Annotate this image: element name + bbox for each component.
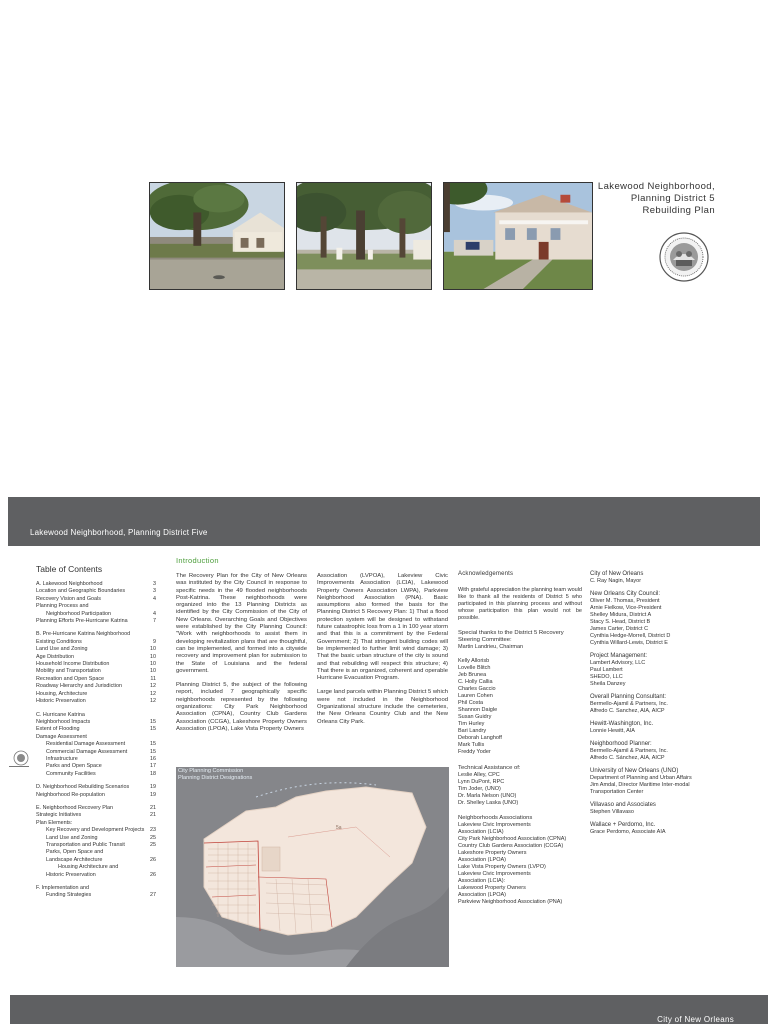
associations-list [458, 822, 582, 906]
toc-item-label: Damage Assessment [36, 733, 87, 740]
toc-item-label: Extent of Flooding [36, 726, 80, 733]
toc-item [36, 683, 156, 690]
credit-line: Lambert Advisory, LLC [590, 660, 646, 666]
toc-page-number [146, 631, 156, 638]
cover-title-line: Lakewood Neighborhood, [597, 181, 715, 192]
toc-item [36, 771, 156, 778]
committee-member: Deborah Langhoff [458, 735, 502, 741]
toc-item [36, 661, 156, 668]
map-caption-line: Planning District Designations [178, 774, 253, 781]
association-name: Association (LCIA): [458, 878, 506, 884]
toc-item-label: Strategic Initiatives [36, 812, 82, 819]
steering-members [458, 658, 582, 756]
toc-item-label: Recreation and Open Space [36, 675, 105, 682]
toc-item [36, 741, 156, 748]
toc-item-label: Housing, Architecture [36, 690, 88, 697]
credit-line: Alfredo C. Sánchez, AIA, AICP [590, 755, 665, 761]
toc-item [36, 726, 156, 733]
committee-member: Lauren Cohen [458, 693, 493, 699]
technical-assistant: Leslie Alley, CPC [458, 772, 500, 778]
photo-tree-street [149, 182, 285, 290]
toc-page-number [146, 603, 156, 610]
city-credits [590, 571, 720, 842]
toc-section-label: F. Implementation and [36, 885, 90, 892]
toc-item-label: Historic Preservation [46, 871, 96, 878]
credit-group-heading: Project Management: [590, 653, 648, 659]
toc-page-number: 26 [150, 856, 156, 863]
credit-group-heading: Neighborhood Planner: [590, 741, 652, 747]
association-name: Lakeshore Property Owners [458, 850, 527, 856]
steering-heading: Special thanks to the District 5 Recovery Steering Committee: [458, 630, 564, 643]
toc-item [36, 827, 156, 834]
toc-item [36, 792, 156, 799]
toc-page-number: 7 [153, 618, 156, 625]
toc-item [36, 842, 156, 849]
toc-item-label: Household Income Distribution [36, 661, 110, 668]
toc-page-number: 26 [150, 871, 156, 878]
toc-page-number: 15 [150, 726, 156, 733]
footer-text: City of New Orleans [657, 1015, 734, 1024]
toc-title: Table of Contents [36, 564, 103, 574]
toc-section-label: E. Neighborhood Recovery Plan [36, 804, 114, 811]
intro-paragraph: Large land parcels within Planning District 5 which were not included in the Neighborhood Organizational structure include the cemeteries, the New Orleans Country Club and the New Orleans City Park. [317, 689, 448, 725]
toc-item-label: Age Distribution [36, 653, 75, 660]
intro-column-2 [317, 573, 448, 733]
city-seal-icon [659, 232, 709, 282]
toc-item-label: Land Use and Zoning [36, 646, 88, 653]
toc-item [36, 849, 156, 856]
toc-page-number: 9 [153, 638, 156, 645]
technical-assistance-list [458, 772, 582, 807]
technical-assistant: Dr. Marla Nelson (UNO) [458, 793, 517, 799]
committee-member: Mark Tullis [458, 742, 485, 748]
toc-page-number: 19 [150, 791, 156, 798]
toc-item-label: Existing Conditions [36, 638, 82, 645]
toc-item-label: Landscape Architecture [46, 856, 103, 863]
association-name: City Park Neighborhood Association (CPNA) [458, 836, 567, 842]
toc-item [36, 872, 156, 879]
credit-line: Stacy S. Head, District B [590, 619, 651, 625]
toc-item [36, 603, 156, 610]
footer-banner [10, 995, 768, 1024]
toc-item [36, 618, 156, 625]
committee-member: Lovelle Blitch [458, 665, 491, 671]
cover-title-line: Rebuilding Plan [642, 205, 715, 216]
credit-line: Cynthia Hedge-Morrell, District D [590, 633, 671, 639]
toc-page-number [146, 712, 156, 719]
toc-page-number: 4 [153, 610, 156, 617]
committee-member: Jeb Brunea [458, 672, 487, 678]
banner-title: Lakewood Neighborhood, Planning District Five [30, 528, 208, 537]
toc-item-label: Neighborhood Impacts [36, 718, 91, 725]
credit-group-heading: Villavaso and Associates [590, 802, 656, 808]
toc-page-number: 12 [150, 683, 156, 690]
toc-item [36, 892, 156, 899]
credit-group-heading: Overall Planning Consultant: [590, 694, 667, 700]
technical-assistant: Lynn DuPont, RPC [458, 779, 505, 785]
association-name: Lakeview Civic Improvements [458, 871, 531, 877]
toc-item-label: Parks, Open Space and [46, 849, 104, 856]
toc-page-number [146, 864, 156, 871]
toc-section-heading [36, 784, 156, 791]
credit-line: Grace Perdomo, Associate AIA [590, 829, 666, 835]
toc-page-number: 15 [150, 748, 156, 755]
credit-group [590, 768, 720, 796]
toc-body [36, 581, 156, 900]
credit-group-heading: New Orleans City Council: [590, 591, 661, 597]
credit-line: Bermello-Ajamil & Partners, Inc. [590, 748, 668, 754]
credit-line: Bermello-Ajamil & Partners, Inc. [590, 701, 668, 707]
credit-group [590, 694, 720, 715]
association-name: Association (LPOA) [458, 892, 506, 898]
credit-line: Transportation Center [590, 789, 644, 795]
toc-page-number: 25 [150, 842, 156, 848]
toc-item [36, 588, 156, 595]
toc-item [36, 864, 156, 871]
credit-line: Jim Amdal, Director Maritime Inter-modal [590, 782, 690, 788]
credit-group [590, 721, 720, 735]
credit-line: Stephen Villavaso [590, 809, 634, 815]
toc-item [36, 749, 156, 756]
toc-page-number: 16 [150, 755, 156, 762]
small-seal-icon [9, 750, 29, 768]
toc-section-heading [36, 581, 156, 588]
credit-group-heading: Hewitt-Washington, Inc. [590, 721, 654, 727]
district-label: 5a [336, 825, 342, 831]
credit-group-heading: Wallace + Perdomo, Inc. [590, 822, 656, 828]
toc-section-label: C. Hurricane Katrina [36, 711, 85, 718]
toc-page-number: 15 [150, 718, 156, 725]
toc-page-number [146, 849, 156, 856]
toc-item-label: Funding Strategies [46, 892, 92, 899]
toc-item-label: Historic Preservation [36, 698, 86, 705]
toc-section-label: B. Pre-Hurricane Katrina Neighborhood [36, 631, 131, 638]
photo-oak-grove [296, 182, 432, 290]
toc-item-label: Residential Damage Assessment [46, 741, 126, 748]
toc-section-label: A. Lakewood Neighborhood [36, 581, 103, 587]
association-name: Country Club Gardens Association (CCGA) [458, 843, 564, 849]
toc-item-label: Planning Process and [36, 603, 89, 610]
toc-item [36, 596, 156, 603]
map-caption [178, 768, 252, 782]
credit-line: Arnie Fielkow, Vice-President [590, 605, 662, 611]
association-name: Lakeview Civic Improvements [458, 822, 531, 828]
credit-group [590, 741, 720, 762]
credit-line: Oliver M. Thomas, President [590, 598, 660, 604]
map-caption-line: City Planning Commission [178, 768, 244, 774]
intro-column-1 [176, 573, 307, 740]
cover-title [598, 181, 715, 217]
section-banner [8, 497, 760, 546]
toc-item [36, 676, 156, 683]
intro-paragraph: The Recovery Plan for the City of New Orleans was instituted by the City Council in response to specific needs in the 49 flooded neighborhoods Post-Katrina. These neighborhoods were organized into the 13 Planning Districts as identified by the City Commission of the City of New Orleans. Overarching Goals and Objectives were established by the City Planning Council: "Work with neighborhoods to assist them in developing revitalization plans that are thoughtful, can be implemented, and formed into a citywide recovery and improvement plan for submission to the State of Louisiana and the federal government. [176, 573, 307, 674]
toc-item [36, 691, 156, 698]
toc-page-number: 10 [150, 661, 156, 668]
toc-page-number: 21 [150, 804, 156, 811]
toc-item-label: Community Facilities [46, 770, 96, 777]
committee-member: Bari Landry [458, 728, 487, 734]
toc-item [36, 734, 156, 741]
toc-item-label: Plan Elements: [36, 819, 73, 826]
toc-page-number: 10 [150, 646, 156, 653]
photo-two-story-house [443, 182, 593, 290]
committee-member: C. Holly Callia [458, 679, 493, 685]
association-name: Parkview Neighborhood Association (PNA) [458, 899, 563, 905]
toc-page-number: 27 [150, 892, 156, 899]
chairman-name: Martin Landrieu, Chairman [458, 644, 524, 650]
committee-member: Phil Costa [458, 700, 484, 706]
toc-page-number [146, 885, 156, 892]
credit-line: Cynthia Willard-Lewis, District E [590, 640, 668, 646]
toc-section-label: D. Neighborhood Rebuilding Scenarios [36, 784, 130, 791]
committee-member: Tim Hurley [458, 721, 485, 727]
toc-section-heading [36, 712, 156, 719]
toc-page-number: 21 [150, 812, 156, 819]
credit-group [590, 653, 720, 688]
toc-item-label: Parks and Open Space [46, 763, 102, 770]
toc-item [36, 668, 156, 675]
toc-page-number: 23 [150, 827, 156, 834]
credit-line: Alfredo C. Sanchez, AIA, AICP [590, 708, 665, 714]
toc-item-label: Commercial Damage Assessment [46, 748, 128, 755]
table-of-contents [36, 564, 156, 900]
cover-title-line: Planning District 5 [630, 193, 715, 204]
credit-group [590, 802, 720, 816]
toc-page-number: 3 [153, 588, 156, 595]
associations-heading: Neighborhoods Associations [458, 815, 533, 821]
toc-section-heading [36, 885, 156, 892]
toc-item [36, 820, 156, 827]
acknowledgements-heading: Acknowledgements [458, 571, 514, 577]
toc-item [36, 698, 156, 705]
acknowledgements [458, 571, 582, 906]
credit-line: Paul Lambert [590, 667, 623, 673]
toc-item-label: Location and Geographic Boundaries [36, 588, 126, 595]
toc-page-number: 4 [153, 595, 156, 602]
toc-page-number: 18 [150, 770, 156, 777]
committee-member: Kelly Allorisb [458, 658, 490, 664]
technical-assistant: Tim Joder, (UNO) [458, 786, 501, 792]
toc-item-label: Mobility and Transportation [36, 668, 101, 675]
toc-item-label: Planning Efforts Pre-Hurricane Katrina [36, 618, 128, 625]
toc-item [36, 639, 156, 646]
committee-member: Susan Guidry [458, 714, 492, 720]
committee-member: Charles Gaccio [458, 686, 496, 692]
credit-line: SHEDO, LLC [590, 674, 623, 680]
toc-item-label: Recovery Vision and Goals [36, 595, 101, 602]
association-name: Association (LPOA) [458, 857, 506, 863]
toc-page-number: 11 [150, 675, 156, 682]
intro-paragraph: Association (LVPOA), Lakeview Civic Improvements Association (LCIA), Lakewood Property Owners Association LWPA), Parkview Neighborhood Association (PNA). Basic assumptions also formed the basis for the Planning District 5 Recovery Plan: 1) That a flood protection system will be designed to withstand future catastrophic loss from a 1 in 100 year storm and that this is a commitment by the Federal Government; 2) That stringent building codes will be implemented to further limit wind damage; 3) That the basic urban structure of the city is sound and that rebuilding will respect this structure; 4) That there is an organized, coherent and operable Hurricane Evacuation Program. [317, 573, 448, 682]
toc-item [36, 719, 156, 726]
credit-group-heading: City of New Orleans [590, 571, 644, 577]
toc-page-number: 25 [150, 834, 156, 841]
toc-item-label: Key Recovery and Development Projects [46, 827, 145, 834]
toc-item-label: Infrastructure [46, 755, 78, 762]
toc-item [36, 857, 156, 864]
toc-page-number: 10 [150, 653, 156, 660]
toc-item [36, 835, 156, 842]
toc-page-number: 17 [150, 763, 156, 770]
toc-page-number: 19 [150, 784, 156, 791]
chairman [458, 644, 582, 651]
toc-item [36, 654, 156, 661]
toc-section-heading [36, 631, 156, 638]
association-name: Association (LCIA) [458, 829, 504, 835]
toc-item [36, 756, 156, 763]
credit-line: James Carter, District C [590, 626, 649, 632]
toc-page-number [146, 734, 156, 741]
toc-page-number: 12 [150, 690, 156, 697]
technical-assistant: Dr. Shelley Laska (UNO) [458, 800, 519, 806]
toc-item-label: Land Use and Zoning [46, 834, 98, 841]
toc-item-label: Neighborhood Participation [46, 610, 112, 617]
planning-district-map [176, 767, 449, 967]
toc-item-label: Neighborhood Re-population [36, 791, 105, 798]
toc-item [36, 763, 156, 770]
toc-item [36, 812, 156, 819]
toc-page-number: 3 [153, 581, 156, 587]
credit-line: Shelley Midura, District A [590, 612, 652, 618]
toc-item-label: Roadway Hierarchy and Jurisdiction [36, 683, 122, 690]
toc-section-heading [36, 805, 156, 812]
technical-assistance-heading: Technical Assistance of: [458, 765, 521, 771]
association-name: Lake Vista Property Owners (LVPO) [458, 864, 546, 870]
toc-item [36, 646, 156, 653]
committee-member: Shannon Daigle [458, 707, 498, 713]
introduction-heading: Introduction [176, 556, 219, 565]
toc-page-number: 10 [150, 668, 156, 675]
acknowledgements-body: With grateful appreciation the planning team would like to thank all the residents of District 5 who participated in this planning process and without whose participation this plan would not be possible. [458, 587, 582, 621]
toc-page-number [146, 820, 156, 827]
credit-group [590, 822, 720, 836]
credit-line: C. Ray Nagin, Mayor [590, 578, 642, 584]
association-name: Lakewood Property Owners [458, 885, 526, 891]
committee-member: Freddy Yoder [458, 749, 491, 755]
toc-item-label: Transportation and Public Transit [46, 842, 125, 848]
credit-line: Sheila Danzey [590, 681, 626, 687]
toc-page-number: 12 [150, 698, 156, 705]
credit-line: Lonnie Hewitt, AIA [590, 728, 635, 734]
intro-paragraph: Planning District 5, the subject of the following report, included 7 geographically specific neighborhoods represented by the following organizations: City Park Neighborhood Association (CPNA), Country Club Gardens Association (CCGA), Lakeshore Property Owners Association (LPOA), Lake Vista Property Owners [176, 682, 307, 732]
credit-group [590, 591, 720, 647]
credit-group-heading: University of New Orleans (UNO) [590, 768, 679, 774]
credit-line: Department of Planning and Urban Affairs [590, 775, 692, 781]
credit-group [590, 571, 720, 585]
toc-item [36, 611, 156, 618]
toc-item-label: Housing Architecture and [58, 864, 119, 871]
toc-page-number: 15 [150, 741, 156, 748]
